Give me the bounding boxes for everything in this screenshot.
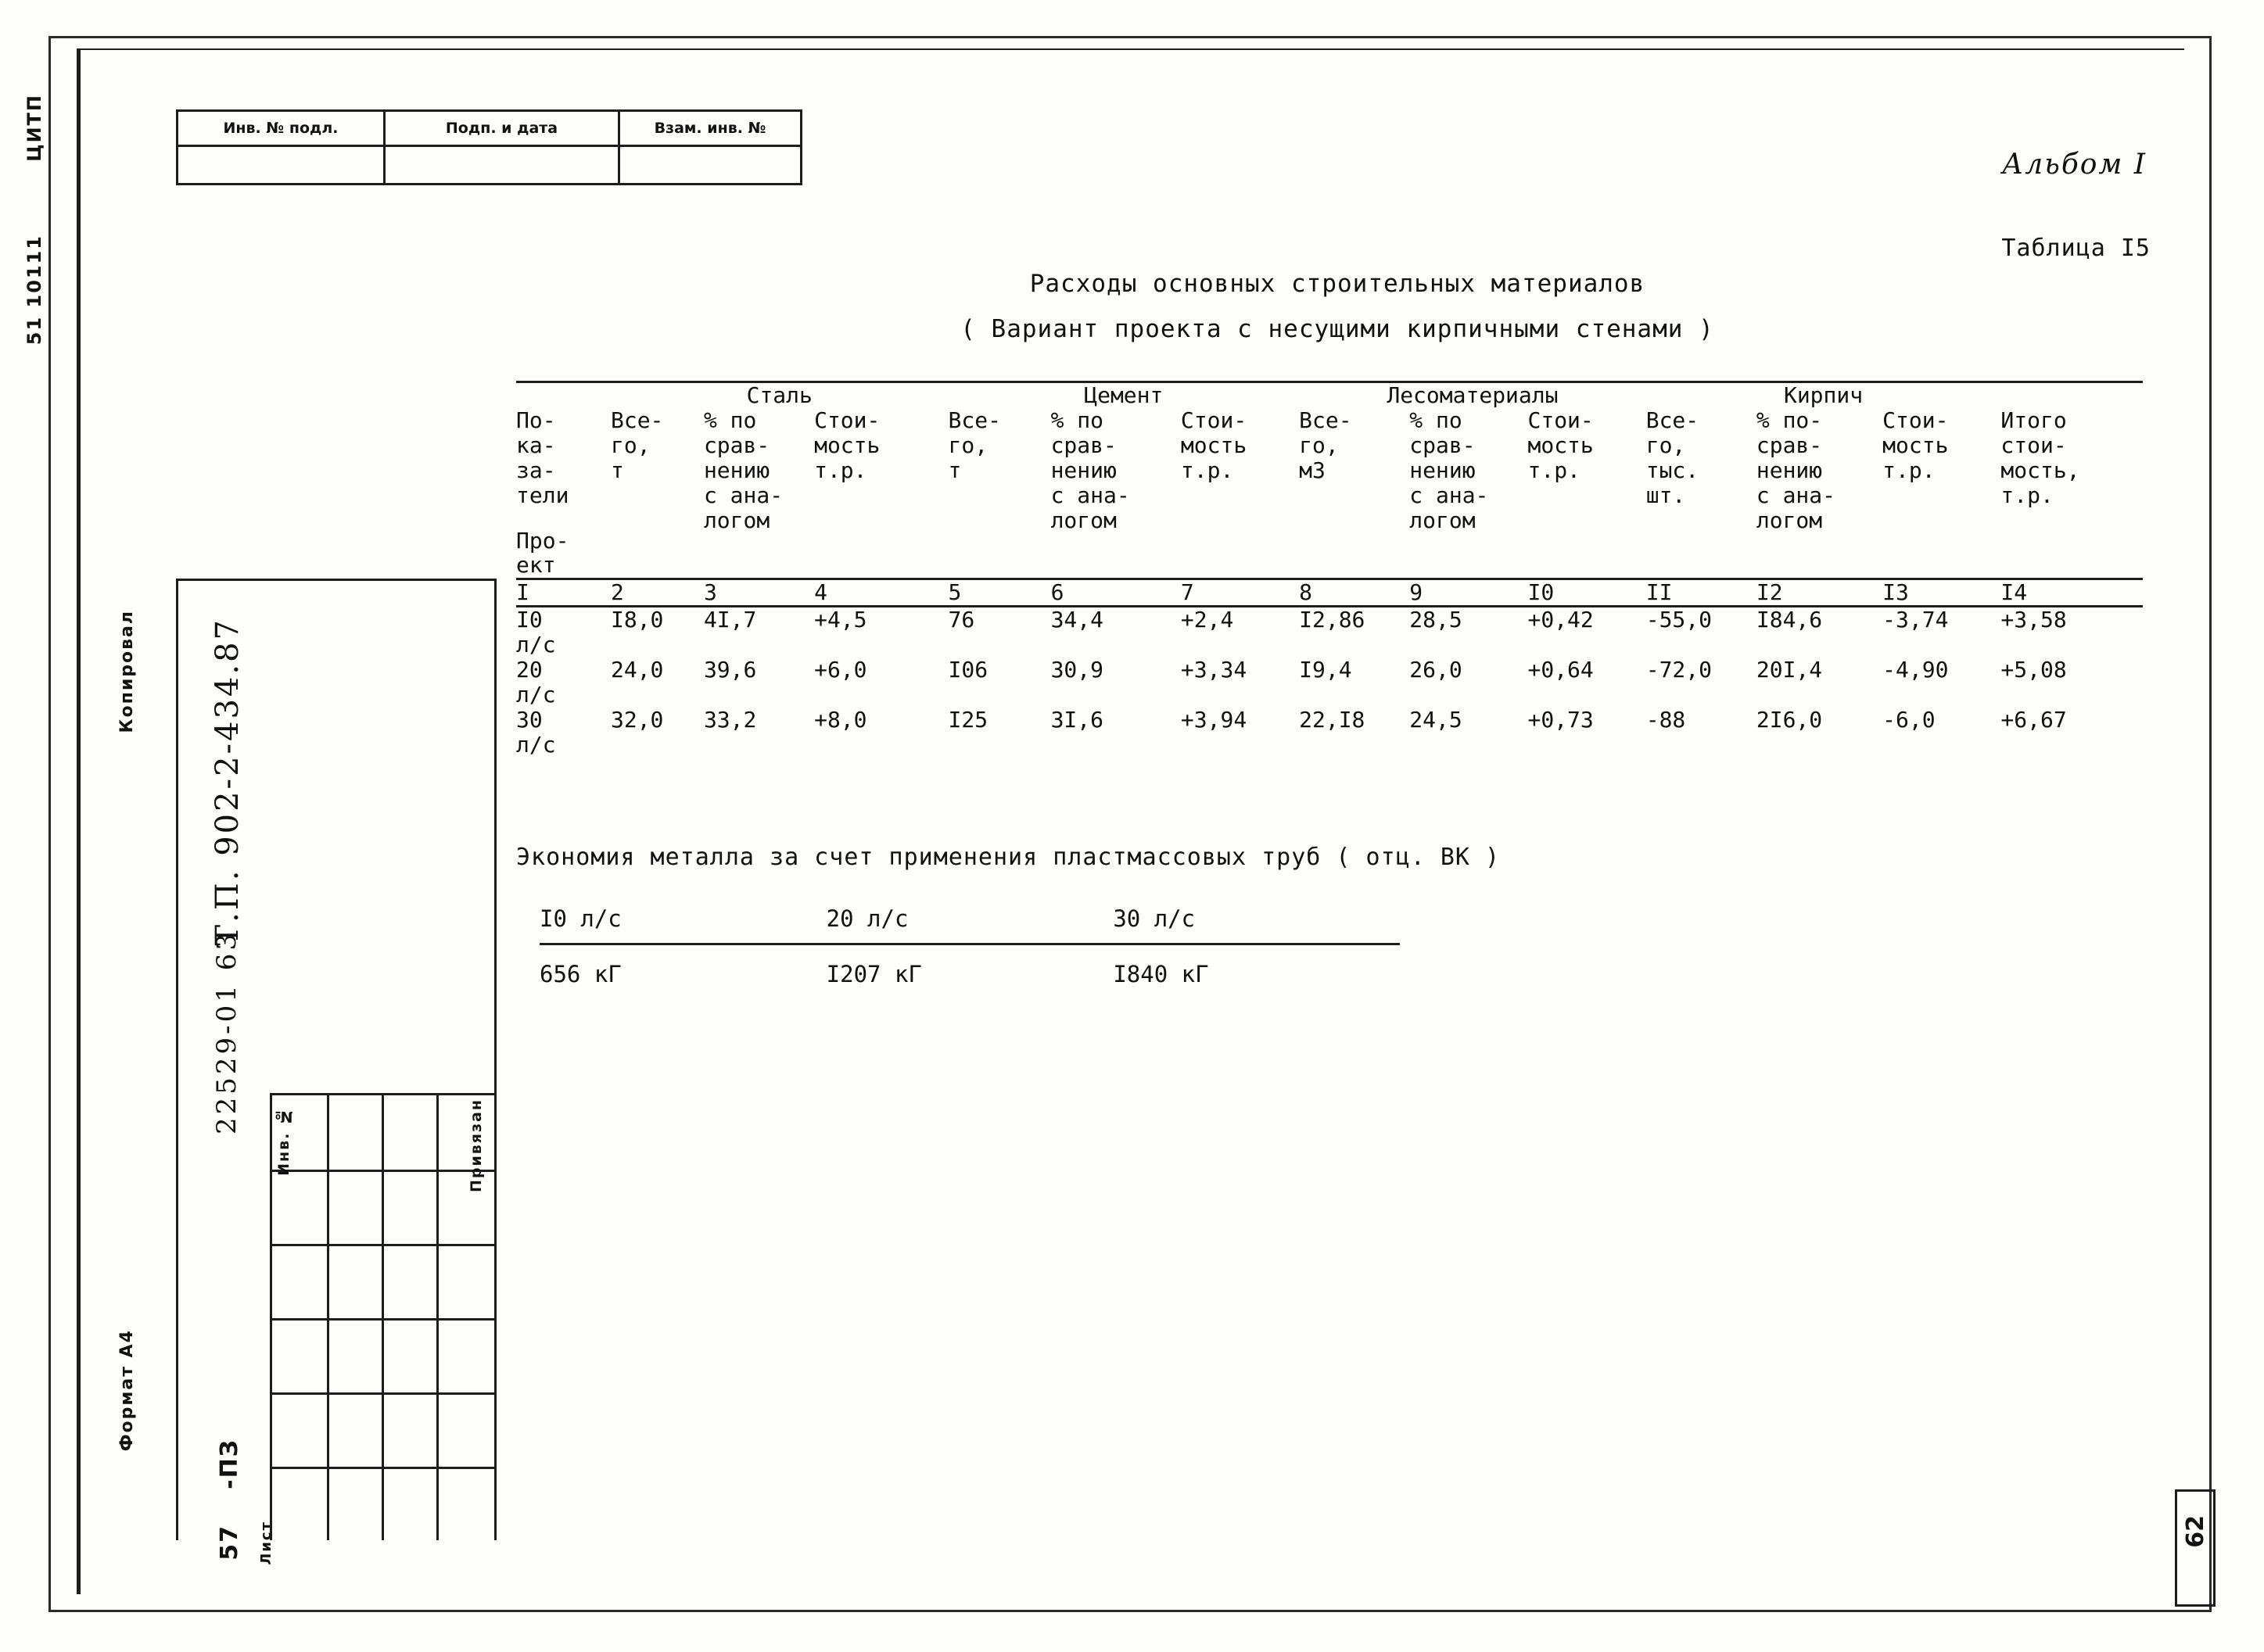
col-header-grand-total (2000, 408, 2143, 579)
page-number: 62 (2182, 1515, 2209, 1548)
line: 30 (516, 706, 543, 733)
col-header-steel-percent (704, 408, 814, 579)
cell-grand-total: +3,58 (2000, 607, 2067, 633)
line: с ана- (1409, 482, 1489, 508)
cip-label: ЦИТП (23, 94, 45, 162)
stamp-cell-vzam-inv-value[interactable] (620, 147, 800, 183)
cell-brick-total: -55,0 (1645, 607, 1713, 633)
line: Стои- (1882, 407, 1949, 433)
col-header-indicator (516, 408, 611, 579)
cell-steel-cost: +4,5 (814, 607, 867, 633)
line: срав- (1756, 432, 1823, 458)
cell-brick-total: -72,0 (1645, 657, 1713, 683)
cell-timber-cost: +0,73 (1527, 706, 1594, 733)
cell-timber-percent: 26,0 (1409, 657, 1462, 683)
cell-steel-cost: +8,0 (814, 706, 867, 733)
col-header-indicator-l6: Про- (516, 527, 569, 554)
line: мость (1882, 432, 1949, 458)
line: мость, (2000, 457, 2080, 483)
kopiroval-label: Копировал (117, 610, 137, 733)
line: нению (1050, 457, 1117, 483)
col-number-2: 2 (611, 579, 704, 607)
page-number-box (2175, 1489, 2216, 1607)
col-header-cement-total (949, 408, 1051, 579)
col-number-4: 4 (814, 579, 948, 607)
col-number-10: I0 (1527, 579, 1645, 607)
cell-timber-percent: 28,5 (1409, 607, 1462, 633)
line: л/с (516, 632, 556, 658)
top-stamp-block (176, 109, 802, 185)
col-header-indicator-gap (516, 508, 611, 529)
main-content (516, 211, 2158, 998)
line: т.р. (814, 457, 867, 483)
col-number-11: II (1646, 579, 1756, 607)
line: с ана- (703, 482, 784, 508)
line: т.р. (1882, 457, 1936, 483)
stamp-cell-inv-podl (178, 112, 386, 183)
col-header-steel-total (611, 408, 704, 579)
row-label (516, 658, 611, 708)
col-header-timber-cost (1527, 408, 1645, 579)
line: логом (1409, 507, 1476, 533)
line: л/с (516, 681, 556, 708)
stamp-cell-podp-data-label: Подп. и дата (386, 112, 618, 147)
cell-brick-percent: I84,6 (1756, 607, 1823, 633)
cell-cement-cost: +3,34 (1180, 657, 1247, 683)
cell-grand-total: +6,67 (2000, 706, 2067, 733)
document-subtitle: ( Вариант проекта с несущими кирпичными стенами ) (960, 315, 1714, 343)
group-header-cement: Цемент (949, 382, 1300, 408)
stamp-cell-vzam-inv-label: Взам. инв. № (620, 112, 800, 147)
line: Стои- (1180, 407, 1247, 433)
line: т.р. (1527, 457, 1580, 483)
col-header-indicator-l3: за- (516, 457, 556, 483)
col-number-3: 3 (704, 579, 814, 607)
cell-steel-total: 32,0 (610, 706, 664, 733)
line: го, (1645, 432, 1686, 458)
document-number: 22529-01 63 (211, 930, 242, 1134)
economy-table (540, 905, 1400, 998)
materials-table (516, 381, 2143, 758)
table-group-header-row (516, 382, 2143, 408)
table-label: Таблица I5 (2001, 235, 2151, 262)
line: нению (703, 457, 770, 483)
row-label (516, 607, 611, 658)
group-header-timber: Лесоматериалы (1299, 382, 1646, 408)
line: Все- (610, 407, 664, 433)
col-number-8: 8 (1299, 579, 1409, 607)
line: Стои- (814, 407, 881, 433)
format-label: Формат А4 (117, 1329, 137, 1452)
table-row (516, 658, 2143, 708)
cell-timber-total: I9,4 (1299, 657, 1352, 683)
col-header-indicator-l7: ект (516, 552, 556, 579)
line: логом (703, 507, 770, 533)
cell-cement-percent: 30,9 (1050, 657, 1103, 683)
sheet-number: 57 (216, 1525, 243, 1561)
cell-steel-percent: 33,2 (703, 706, 757, 733)
sheet-word-label: Лист (258, 1521, 274, 1565)
line: мость (814, 432, 881, 458)
row-label (516, 708, 611, 758)
cell-timber-total: I2,86 (1299, 607, 1365, 633)
table-row (516, 607, 2143, 658)
line: мость (1180, 432, 1247, 458)
group-header-spacer (516, 382, 611, 408)
line: го, (1299, 432, 1339, 458)
cell-steel-cost: +6,0 (814, 657, 867, 683)
line: стои- (2000, 432, 2067, 458)
group-header-steel: Сталь (611, 382, 949, 408)
pz-code: -ПЗ (216, 1439, 243, 1489)
stamp-cell-vzam-inv (620, 112, 800, 183)
line: м3 (1299, 457, 1326, 483)
col-number-5: 5 (949, 579, 1051, 607)
col-header-brick-cost (1882, 408, 2000, 579)
line: нению (1409, 457, 1476, 483)
cell-timber-cost: +0,42 (1527, 607, 1594, 633)
privyazan-label: Привязан (468, 1098, 485, 1193)
col-number-12: I2 (1756, 579, 1882, 607)
line: % по (703, 407, 757, 433)
line: % по (1050, 407, 1103, 433)
line: срав- (703, 432, 770, 458)
col-header-indicator-l2: ка- (516, 432, 556, 458)
line: т.р. (2000, 482, 2054, 508)
economy-value-20: I207 кГ (827, 944, 1114, 998)
line: Все- (1645, 407, 1699, 433)
cell-timber-cost: +0,64 (1527, 657, 1594, 683)
line: го, (948, 432, 988, 458)
col-header-indicator-l1: По- (516, 407, 556, 433)
cell-steel-total: 24,0 (610, 657, 664, 683)
cell-brick-cost: -6,0 (1882, 706, 1936, 733)
col-number-1: I (516, 579, 611, 607)
col-header-cement-percent (1051, 408, 1181, 579)
cell-steel-total: I8,0 (610, 607, 664, 633)
col-number-9: 9 (1409, 579, 1527, 607)
line: т.р. (1180, 457, 1234, 483)
document-title: Расходы основных строительных материалов (1029, 270, 1645, 298)
line: % по- (1756, 407, 1823, 433)
line: Все- (948, 407, 1001, 433)
line: мость (1527, 432, 1594, 458)
col-header-brick-percent (1756, 408, 1882, 579)
col-header-timber-percent (1409, 408, 1527, 579)
line: I0 (516, 607, 543, 633)
tp-code: Т.П. 902-2-434.87 (210, 618, 246, 946)
group-header-brick: Кирпич (1646, 382, 2001, 408)
cell-grand-total: +5,08 (2000, 657, 2067, 683)
line: срав- (1050, 432, 1117, 458)
col-number-7: 7 (1181, 579, 1299, 607)
line: Итого (2000, 407, 2067, 433)
line: Все- (1299, 407, 1352, 433)
line: с ана- (1756, 482, 1836, 508)
stamp-cell-inv-podl-value[interactable] (178, 147, 383, 183)
economy-value-row (540, 944, 1400, 998)
inv-number-label: Инв. № (275, 1106, 292, 1176)
table-row (516, 708, 2143, 758)
cell-brick-cost: -4,90 (1882, 657, 1949, 683)
economy-header-10: I0 л/с (540, 905, 622, 932)
col-number-13: I3 (1882, 579, 2000, 607)
stamp-cell-podp-data (386, 112, 620, 183)
cell-steel-percent: 4I,7 (703, 607, 757, 633)
col-header-steel-cost (814, 408, 948, 579)
line: Стои- (1527, 407, 1594, 433)
line: т (948, 457, 962, 483)
table-column-header-row (516, 408, 2143, 579)
col-header-brick-total (1646, 408, 1756, 579)
line: шт. (1645, 482, 1686, 508)
line: с ана- (1050, 482, 1130, 508)
cell-brick-percent: 20I,4 (1756, 657, 1823, 683)
stamp-cell-podp-data-value[interactable] (386, 147, 618, 183)
col-header-cement-cost (1181, 408, 1299, 579)
line: го, (610, 432, 651, 458)
line: л/с (516, 731, 556, 758)
cip-number: 51 10111 (23, 235, 45, 346)
line: логом (1050, 507, 1117, 533)
economy-header-20: 20 л/с (826, 905, 909, 932)
cell-cement-total: 76 (948, 607, 975, 633)
cell-cement-cost: +3,94 (1180, 706, 1247, 733)
cell-cement-percent: 34,4 (1050, 607, 1103, 633)
cell-timber-percent: 24,5 (1409, 706, 1462, 733)
cell-cement-percent: 3I,6 (1050, 706, 1103, 733)
table-numbering-row (516, 579, 2143, 607)
line: т (610, 457, 624, 483)
col-number-6: 6 (1051, 579, 1181, 607)
stamp-inner-grid (270, 1093, 497, 1540)
economy-value-10: 656 кГ (540, 944, 827, 998)
cell-steel-percent: 39,6 (703, 657, 757, 683)
cell-timber-total: 22,I8 (1299, 706, 1365, 733)
line: нению (1756, 457, 1823, 483)
cell-cement-cost: +2,4 (1180, 607, 1234, 633)
line: 20 (516, 657, 543, 683)
economy-title: Экономия металла за счет применения пластмассовых труб ( отц. ВК ) (516, 843, 1501, 871)
col-header-timber-total (1299, 408, 1409, 579)
economy-header-row (540, 905, 1400, 944)
cell-brick-total: -88 (1645, 706, 1686, 733)
line: % по (1409, 407, 1462, 433)
line: тыс. (1645, 457, 1699, 483)
economy-value-30: I840 кГ (1113, 944, 1400, 998)
col-header-indicator-l4: тели (516, 482, 569, 508)
col-number-14: I4 (2000, 579, 2143, 607)
cell-brick-percent: 2I6,0 (1756, 706, 1823, 733)
cell-brick-cost: -3,74 (1882, 607, 1949, 633)
cell-cement-total: I25 (948, 706, 988, 733)
economy-header-30: 30 л/с (1113, 905, 1196, 932)
line: логом (1756, 507, 1823, 533)
album-label: Альбом I (2002, 149, 2147, 181)
stamp-cell-inv-podl-label: Инв. № подл. (178, 112, 383, 147)
line: срав- (1409, 432, 1476, 458)
cell-cement-total: I06 (948, 657, 988, 683)
group-header-total (2000, 382, 2143, 408)
